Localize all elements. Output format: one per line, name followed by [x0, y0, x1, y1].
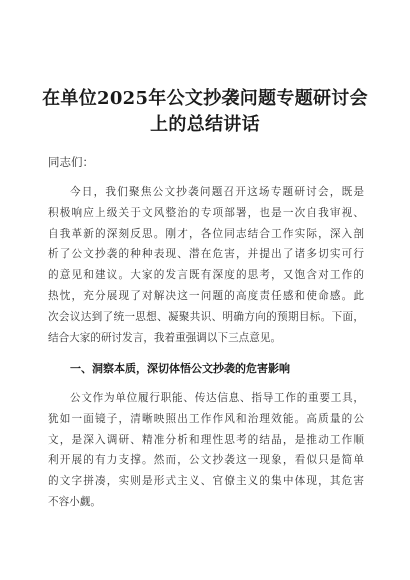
paragraph-line: 犹如一面镜子，清晰映照出工作作风和治理效能。高质量的公	[48, 412, 364, 425]
title-line-2: 上的总结讲话	[150, 114, 260, 135]
document-title	[40, 86, 370, 138]
paragraph-line: 结合大家的研讨发言，我着重强调以下三点意见。	[48, 331, 282, 344]
paragraph-line: 今日，我们聚焦公文抄袭问题召开这场专题研讨会，既是	[70, 186, 364, 198]
paragraph-line: 不容小觑。	[48, 495, 101, 508]
paragraph-line: 公文作为单位履行职能、传达信息、指导工作的重要工具，	[70, 392, 364, 404]
paragraph-line: 次会议达到了统一思想、凝聚共识、明确方向的预期目标。下面，	[48, 310, 364, 323]
paragraph-line: 文，是深入调研、精准分析和理性思考的结晶，是推动工作顺	[48, 433, 364, 446]
paragraph-line: 自我革新的深刻反思。刚才，各位同志结合工作实际，深入剖	[48, 227, 364, 240]
section-heading-1: 一、洞察本质，深切体悟公文抄袭的危害影响	[70, 362, 290, 375]
paragraph-line: 的意见和建议。大家的发言既有深度的思考，又饱含对工作的	[48, 269, 364, 282]
title-line-1: 在单位2025年公文抄袭问题专题研讨会	[42, 88, 368, 109]
paragraph-line: 热忱，充分展现了对解决这一问题的高度责任感和使命感。此	[48, 289, 364, 302]
paragraph-intro	[48, 182, 364, 348]
paragraph-line: 的文字拼凑，实则是形式主义、官僚主义的集中体现，其危害	[48, 475, 364, 488]
paragraph-line: 利开展的有力支撑。然而，公文抄袭这一现象，看似只是简单	[48, 454, 364, 467]
paragraph-section-1	[48, 388, 364, 513]
paragraph-line: 析了公文抄袭的种种表现、潜在危害，并提出了诸多切实可行	[48, 248, 364, 261]
paragraph-line: 积极响应上级关于文风整治的专项部署，也是一次自我审视、	[48, 206, 364, 219]
salutation: 同志们：	[48, 155, 94, 169]
